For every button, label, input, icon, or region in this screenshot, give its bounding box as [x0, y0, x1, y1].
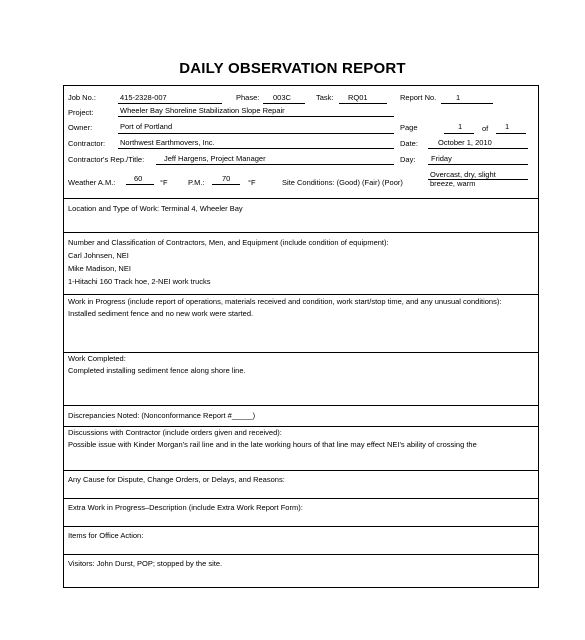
report-no-value: 1: [456, 93, 461, 102]
personnel-line-2: Mike Madison, NEI: [68, 264, 131, 273]
page-total-line: [496, 133, 526, 134]
task-value: RQ01: [348, 93, 368, 102]
location-type-of-work: Location and Type of Work: Terminal 4, Wheeler Bay: [68, 204, 243, 213]
day-line: [428, 164, 528, 165]
phase-label: Phase:: [236, 93, 260, 102]
deg-f-pm: °F: [248, 178, 256, 187]
site-conditions-label: Site Conditions: (Good) (Fair) (Poor): [282, 178, 403, 187]
divider-1: [64, 198, 538, 199]
date-value: October 1, 2010: [438, 138, 492, 147]
pm-label: P.M.:: [188, 178, 205, 187]
dispute-label: Any Cause for Dispute, Change Orders, or Delays, and Reasons:: [68, 475, 285, 484]
weather-am-label: Weather A.M.:: [68, 178, 116, 187]
project-line: [118, 116, 394, 117]
job-no-line: [118, 103, 222, 104]
divider-10: [64, 554, 538, 555]
contractor-value: Northwest Earthmovers, Inc.: [120, 138, 215, 147]
extra-work-label: Extra Work in Progress–Description (include Extra Work Report Form):: [68, 503, 303, 512]
work-completed-text: Completed installing sediment fence along shore line.: [68, 366, 246, 375]
weather-am-value: 60: [134, 174, 143, 183]
page-label: Page: [400, 123, 418, 132]
discussions-label: Discussions with Contractor (include orders given and received):: [68, 428, 282, 437]
divider-8: [64, 498, 538, 499]
job-no-label: Job No.:: [68, 93, 96, 102]
of-label: of: [482, 124, 489, 133]
task-label: Task:: [316, 93, 334, 102]
divider-4: [64, 352, 538, 353]
date-label: Date:: [400, 139, 418, 148]
divider-9: [64, 526, 538, 527]
owner-label: Owner:: [68, 123, 93, 132]
report-no-line: [441, 103, 493, 104]
task-line: [339, 103, 387, 104]
owner-line: [118, 133, 394, 134]
deg-f-am: °F: [160, 178, 168, 187]
visitors-text: Visitors: John Durst, POP; stopped by the site.: [68, 559, 223, 568]
equipment-line: 1-Hitachi 160 Track hoe, 2-NEI work trucks: [68, 277, 211, 286]
number-classification-label: Number and Classification of Contractors, Men, and Equipment (include condition of equipment):: [68, 238, 389, 247]
owner-value: Port of Portland: [120, 122, 173, 131]
personnel-line-1: Carl Johnsen, NEI: [68, 251, 129, 260]
phase-value: 003C: [273, 93, 291, 102]
rep-value: Jeff Hargens, Project Manager: [164, 154, 266, 163]
work-in-progress-text: Installed sediment fence and no new work were started.: [68, 309, 254, 318]
conditions-line2: breeze, warm: [430, 179, 476, 188]
divider-3: [64, 294, 538, 295]
work-completed-label: Work Completed:: [68, 354, 126, 363]
work-in-progress-label: Work in Progress (include report of operations, materials received and condition, work start/stop time, and any unusual conditions):: [68, 297, 502, 306]
discrepancies-noted: Discrepancies Noted: (Nonconformance Report #_____): [68, 411, 256, 420]
contractor-label: Contractor:: [68, 139, 106, 148]
phase-line: [263, 103, 305, 104]
job-no-value: 415-2328-007: [120, 93, 167, 102]
divider-2: [64, 232, 538, 233]
page-total: 1: [505, 122, 510, 131]
office-action-label: Items for Office Action:: [68, 531, 144, 540]
page-num-line: [444, 133, 474, 134]
day-label: Day:: [400, 155, 416, 164]
divider-5: [64, 405, 538, 406]
report-no-label: Report No.: [400, 93, 437, 102]
divider-7: [64, 470, 538, 471]
weather-am-line: [126, 184, 154, 185]
report-title: DAILY OBSERVATION REPORT: [179, 60, 406, 77]
rep-label: Contractor's Rep./Title:: [68, 155, 145, 164]
rep-line: [156, 164, 394, 165]
report-form: [63, 85, 539, 588]
conditions-line1: Overcast, dry, slight: [430, 170, 496, 179]
weather-pm-value: 70: [222, 174, 231, 183]
contractor-line: [118, 148, 394, 149]
date-line: [428, 148, 528, 149]
day-value: Friday: [431, 154, 452, 163]
page-num: 1: [458, 122, 463, 131]
discussions-text: Possible issue with Kinder Morgan's rail line and in the late working hours of that line may effect NEI's ability of crossing the: [68, 440, 477, 449]
project-label: Project:: [68, 108, 94, 117]
project-value: Wheeler Bay Shoreline Stabilization Slope Repair: [120, 106, 285, 115]
weather-pm-line: [212, 184, 240, 185]
